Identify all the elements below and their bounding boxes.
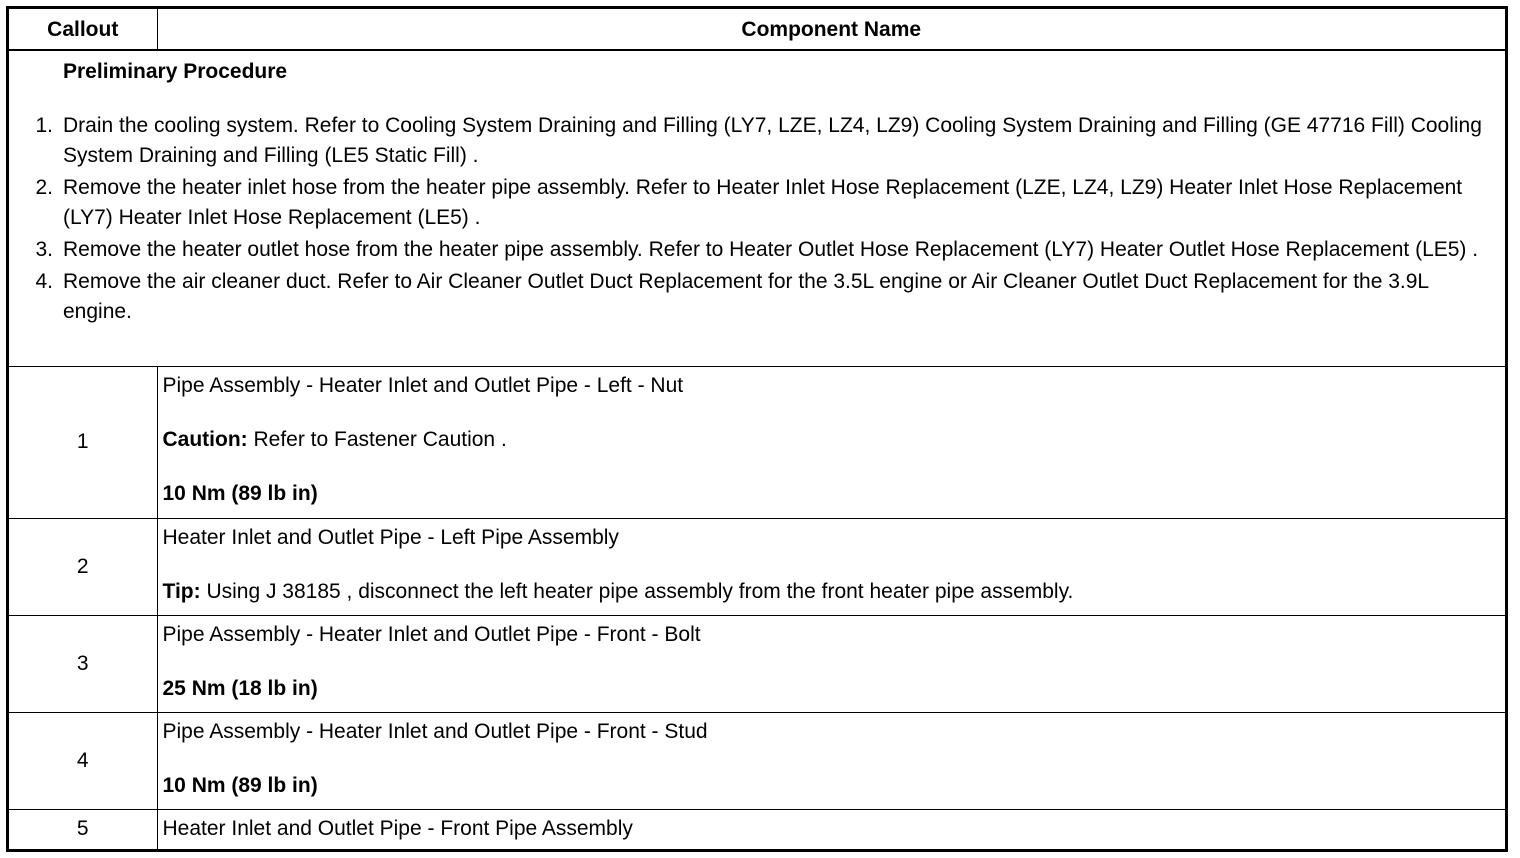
step-text: Drain the cooling system. Refer to Cooling System Draining and Filling (LY7, LZE, LZ4, LZ9) Cooling System Draining and Filling (GE 47716 Fill) Cooling System Draining and Filling (LE5 Static Fill) .: [63, 114, 1482, 167]
component-name: Pipe Assembly - Heater Inlet and Outlet Pipe - Left - Nut: [162, 373, 684, 397]
header-callout: Callout: [9, 9, 157, 50]
component-table-frame: [6, 6, 1508, 852]
table-row: [9, 615, 1505, 712]
preliminary-title: Preliminary Procedure: [63, 60, 288, 83]
callout-cell: 4: [9, 712, 157, 809]
torque-spec: 10 Nm (89 lb in): [162, 773, 318, 797]
callout-cell: 1: [9, 366, 157, 518]
tip-note: [163, 577, 1500, 607]
preliminary-row: [9, 50, 1505, 366]
component-name: Pipe Assembly - Heater Inlet and Outlet Pipe - Front - Bolt: [162, 622, 701, 646]
preliminary-steps: [25, 111, 1497, 327]
torque-spec: 25 Nm (18 lb in): [162, 676, 318, 700]
table-row: [9, 712, 1505, 809]
callout-cell: 2: [9, 518, 157, 615]
component-table: [9, 9, 1505, 849]
step-item: [25, 235, 1497, 265]
caution-text: Refer to Fastener Caution .: [247, 427, 507, 451]
step-text: Remove the air cleaner duct. Refer to Air Cleaner Outlet Duct Replacement for the 3.5L engine or Air Cleaner Outlet Duct Replacement for the 3.9L engine.: [63, 270, 1429, 323]
tip-text: Using J 38185 , disconnect the left heater pipe assembly from the front heater pipe assembly.: [200, 579, 1074, 603]
tip-label: Tip:: [162, 579, 201, 603]
step-number: 1.: [35, 114, 53, 137]
step-text: Remove the heater inlet hose from the heater pipe assembly. Refer to Heater Inlet Hose Replacement (LZE, LZ4, LZ9) Heater Inlet Hose Replacement (LY7) Heater Inlet Hose Replacement (LE5) .: [63, 176, 1463, 229]
component-name: Pipe Assembly - Heater Inlet and Outlet Pipe - Front - Stud: [162, 719, 708, 743]
header-row: [9, 9, 1505, 50]
step-number: 4.: [35, 270, 53, 293]
step-item: [25, 173, 1497, 233]
table-row: [9, 809, 1505, 849]
component-cell: [157, 712, 1505, 809]
step-text: Remove the heater outlet hose from the heater pipe assembly. Refer to Heater Outlet Hose Replacement (LY7) Heater Outlet Hose Replacement (LE5) .: [63, 238, 1479, 261]
caution-note: [163, 425, 1500, 455]
step-item: [25, 267, 1497, 327]
table-row: [9, 366, 1505, 518]
callout-cell: 5: [9, 809, 157, 849]
component-name: Heater Inlet and Outlet Pipe - Front Pipe Assembly: [162, 817, 633, 841]
step-number: 3.: [35, 238, 53, 261]
callout-cell: 3: [9, 615, 157, 712]
preliminary-cell: [9, 50, 1505, 366]
caution-label: Caution:: [162, 427, 248, 451]
component-cell: [157, 615, 1505, 712]
header-component-name: Component Name: [157, 9, 1505, 50]
component-cell: [157, 518, 1505, 615]
component-cell: [157, 809, 1505, 849]
component-cell: [157, 366, 1505, 518]
step-number: 2.: [35, 176, 53, 199]
step-item: [25, 111, 1497, 171]
component-name: Heater Inlet and Outlet Pipe - Left Pipe Assembly: [162, 525, 619, 549]
table-row: [9, 518, 1505, 615]
torque-spec: 10 Nm (89 lb in): [162, 481, 318, 505]
